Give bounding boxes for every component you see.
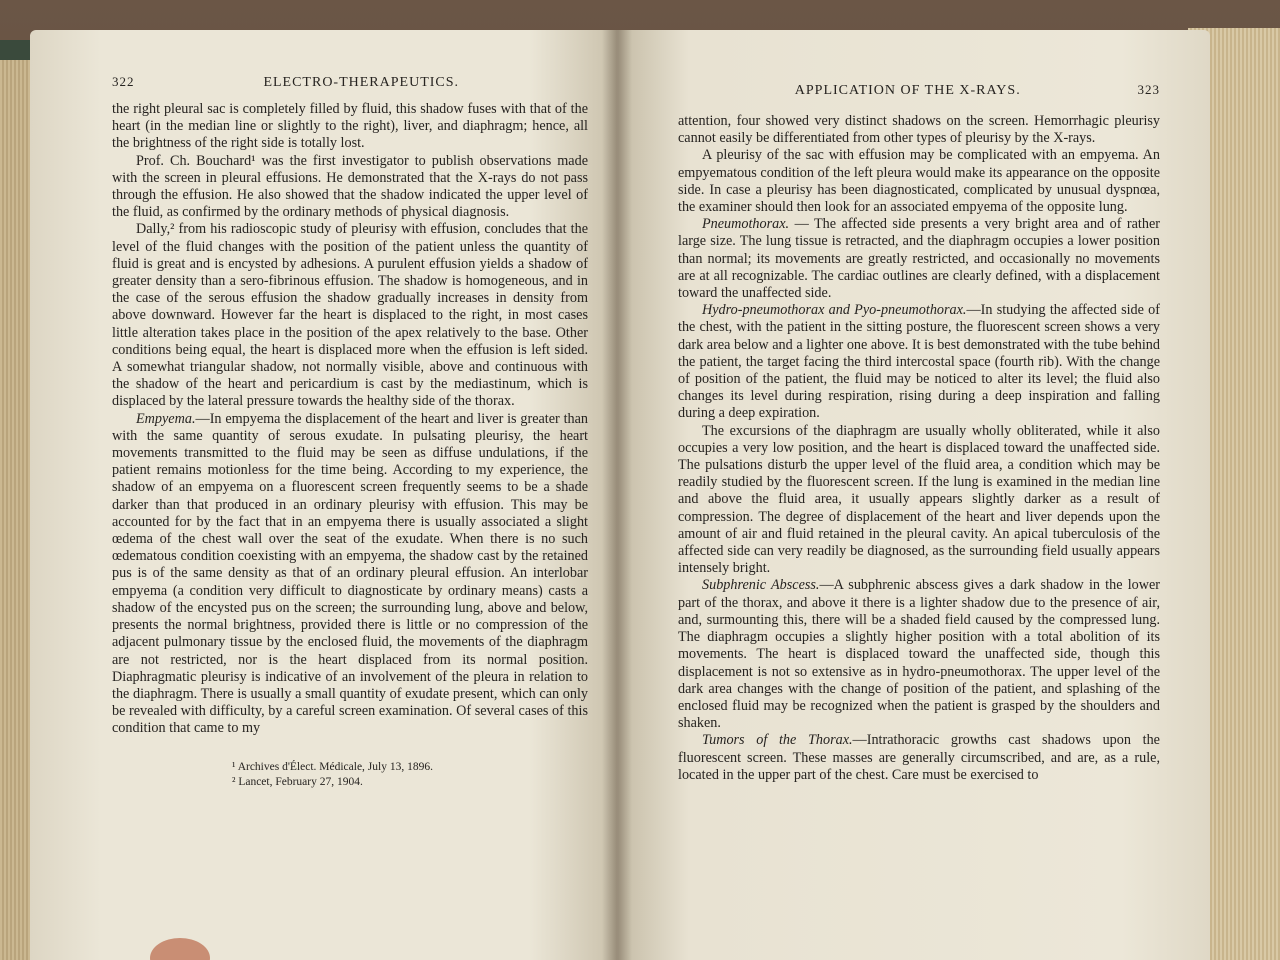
book-gutter bbox=[602, 30, 632, 960]
right-page bbox=[618, 30, 1210, 960]
left-page bbox=[30, 30, 618, 960]
paragraph: attention, four showed very distinct shadows on the screen. Hemorrhagic pleurisy cannot easily be differentiated from other types of pleurisy by the X-rays. bbox=[678, 113, 1160, 147]
paragraph: A pleurisy of the sac with effusion may be complicated with an empyema. An empyematous condition of the left pleura would make its appearance on the opposite side. In case a pleurisy has been diagnosticated, complicated by unusual dyspnœa, the examiner should then look for an associated empyema of the opposite lung. bbox=[678, 147, 1160, 216]
paragraph-lead: Tumors of the Thorax. bbox=[702, 732, 853, 749]
paragraph: The excursions of the diaphragm are usually wholly obliterated, while it also occupies a very low position, and the heart is displaced toward the unaffected side. The pulsations disturb the upper level of the fluid area, a condition which may be readily studied by the fluorescent screen. If the lung is examined in the median line and above the fluid area, it usually appears slightly darker as a result of compression. The degree of displacement of the heart and liver depends upon the amount of air and fluid retained in the pleural cavity. An apical tuberculosis of the affected side can very readily be diagnosed, as the surrounding field usually appears intensely bright. bbox=[678, 422, 1160, 577]
paragraph-lead: Hydro-pneumothorax and Pyo-pneumothorax. bbox=[702, 302, 967, 319]
paragraph: Hydro-pneumothorax and Pyo-pneumothorax.—In studying the affected side of the chest, with the patient in the sitting posture, the fluorescent screen shows a very dark area below and a lighter one above. It is best demonstrated with the tube behind the patient, the target facing the third intercostal space (fourth rib). With the change of position of the patient, the fluid may be noticed to alter its level; the fluid also changes its level during respiration, rising during a deep inspiration and falling during a deep expiration. bbox=[678, 302, 1160, 422]
left-running-title: ELECTRO-THERAPEUTICS. bbox=[263, 75, 460, 90]
paragraph: Dally,² from his radioscopic study of pleurisy with effusion, concludes that the level of the fluid changes with the position of the patient unless the quantity of fluid is great and is encysted by adhesions. A purulent effusion yields a shadow of greater density than a sero-fibrinous effusion. The shadow is homogeneous, and in the case of the serous effusion the shadow gradually increases in density from above downward. However far the heart is displaced to the right, in most cases little alteration takes place in the position of the apex relatively to the base. Other conditions being equal, the heart is displaced more when the effusion is left sided. A somewhat triangular shadow, not normally visible, above and continuous with the shadow of the heart and pericardium is cast by the mediastinum, which is displaced by the lateral pressure towards the healthy side of the thorax. bbox=[112, 221, 588, 410]
paragraph: Prof. Ch. Bouchard¹ was the first investigator to publish observations made with the screen in pleural effusions. He demonstrated that the X-rays do not pass through the effusion. He also showed that the shadow indicated the upper level of the fluid, as confirmed by the ordinary methods of physical diagnosis. bbox=[112, 152, 588, 221]
paragraph: Empyema.—In empyema the displacement of the heart and liver is greater than with the same quantity of serous exudate. In pulsating pleurisy, the heart movements transmitted to the fluid may be seen as diffuse undulations, if the patient remains motionless for the time being. According to my experience, the shadow of an empyema on a fluorescent screen frequently seems to be a shade darker than that produced in an ordinary pleurisy with effusion. This may be accounted for by the fact that in an empyema there is usually associated a slight œdema of the chest wall over the seat of the exudate. When there is no such œdematous condition coexisting with an empyema, the shadow cast by the retained pus is of the same density as that of an ordinary pleural effusion. An interlobar empyema (a condition very difficult to diagnosticate by ordinary means) casts a shadow of the encysted pus on the screen; the surrounding lung, above and below, presents the normal brightness, provided there is little or no compression of the adjacent pulmonary tissue by the enclosed fluid, the movements of the diaphragm are not restricted, nor is the heart displaced from its normal position. Diaphragmatic pleurisy is indicative of an involvement of the pleura in relation to the diaphragm. There is usually a small quantity of exudate present, which can only be revealed with difficulty, by a careful screen examination. Of several cases of this condition that came to my bbox=[112, 410, 588, 737]
paragraph: Pneumothorax. — The affected side presents a very bright area and of rather large size. The lung tissue is retracted, and the diaphragm occupies a lower position than normal; its movements are greatly restricted, and occasionally no movements are at all recognizable. The cardiac outlines are clearly defined, with a displacement toward the unaffected side. bbox=[678, 216, 1160, 302]
right-page-number: 323 bbox=[1137, 82, 1160, 97]
footnote: ² Lancet, February 27, 1904. bbox=[232, 775, 363, 788]
paragraph: Subphrenic Abscess.—A subphrenic abscess gives a dark shadow in the lower part of the thorax, and above it there is a lighter shadow due to the presence of air, and, surmounting this, there will be a shaded field caused by the compressed lung. The diaphragm occupies a slightly higher position with a total abolition of its movements. The heart is displaced toward the unaffected side, though this displacement is not so extensive as in hydro-pneumothorax. The upper level of the dark area changes with the change of position of the patient, and splashing of the enclosed fluid may be recognized when the patient is grasped by the shoulders and shaken. bbox=[678, 577, 1160, 732]
paragraph-lead: Subphrenic Abscess. bbox=[702, 577, 820, 594]
paragraph: the right pleural sac is completely filled by fluid, this shadow fuses with that of the heart (in the median line or slightly to the right), liver, and diaphragm; hence, all the brightness of the right side is totally lost. bbox=[112, 101, 588, 152]
right-running-title: APPLICATION OF THE X-RAYS. bbox=[794, 83, 1021, 98]
left-body-text bbox=[112, 101, 588, 738]
paragraph: Tumors of the Thorax.—Intrathoracic growths cast shadows upon the fluorescent screen. These masses are generally circumscribed, and are, as a rule, located in the upper part of the chest. Care must be exercised to bbox=[678, 732, 1160, 783]
paragraph-lead: Empyema. bbox=[136, 410, 196, 427]
paragraph-lead: Pneumothorax. bbox=[702, 216, 790, 233]
footnotes bbox=[112, 760, 588, 790]
footnote: ¹ Archives d'Élect. Médicale, July 13, 1896. bbox=[232, 760, 433, 773]
right-running-head bbox=[678, 82, 1160, 99]
left-page-number: 322 bbox=[112, 74, 135, 89]
left-running-head bbox=[112, 74, 588, 91]
right-body-text bbox=[678, 113, 1160, 784]
